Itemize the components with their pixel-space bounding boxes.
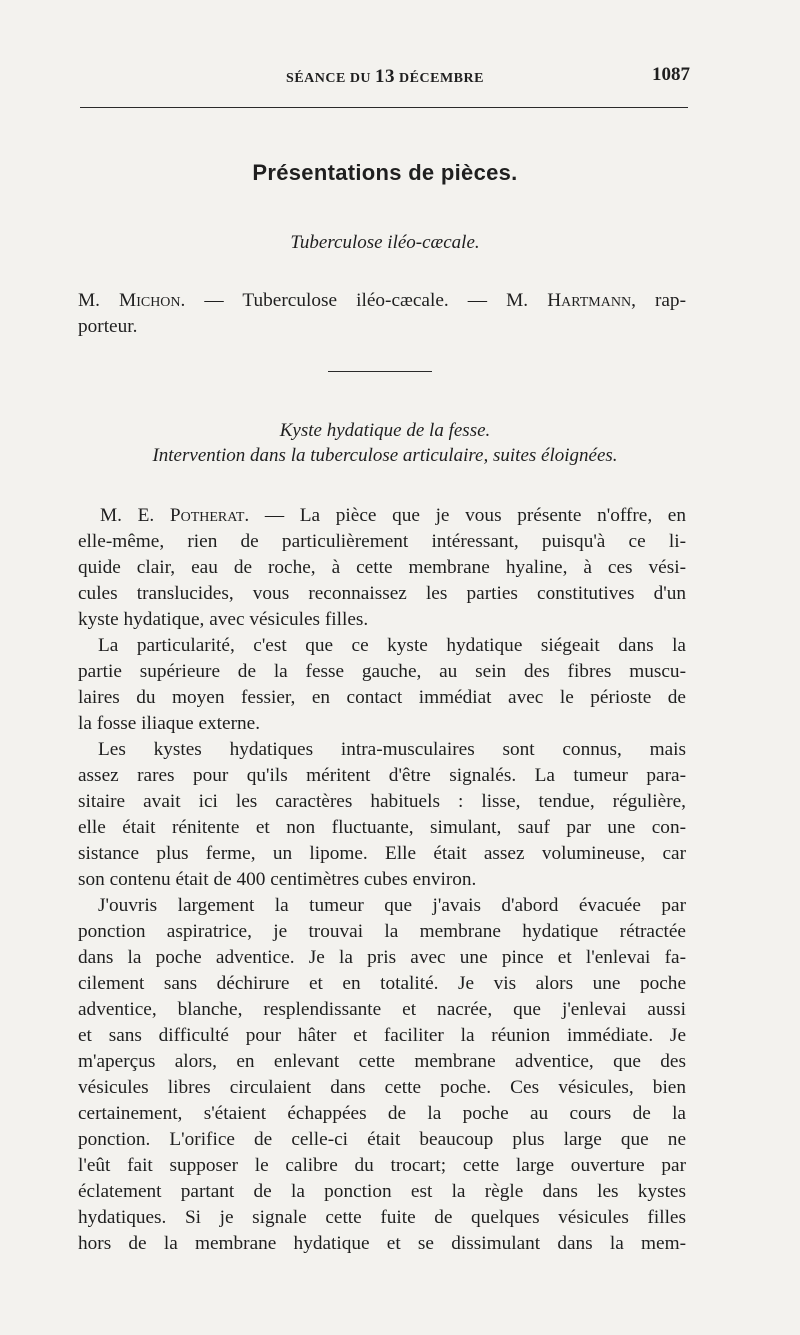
text-line: dans la poche adventice. Je la pris avec une pince et l'enlevai fa- (78, 947, 686, 968)
text-line: l'eût fait supposer le calibre du trocart; cette large ouverture par (78, 1155, 686, 1176)
text-line: hors de la membrane hydatique et se dissimulant dans la mem- (78, 1233, 686, 1254)
text-line: Les kystes hydatiques intra-musculaires sont connus, mais (98, 739, 686, 760)
article-body (78, 503, 686, 1257)
running-title: SÉANCE DU 13 DÉCEMBRE (286, 66, 484, 87)
text-line: éclatement partant de la ponction est la règle dans les kystes (78, 1181, 686, 1202)
text-line: kyste hydatique, avec vésicules filles. (78, 609, 369, 630)
text-line: hydatiques. Si je signale cette fuite de quelques vésicules filles (78, 1207, 686, 1228)
text-line: adventice, blanche, resplendissante et nacrée, que j'enlevai aussi (78, 999, 686, 1020)
text-line: cules translucides, vous reconnaissez les parties constitutives d'un (78, 583, 686, 604)
separator-rule (328, 371, 432, 372)
section-title: Présentations de pièces. (252, 160, 518, 185)
text-line: son contenu était de 400 centimètres cubes environ. (78, 869, 477, 890)
text-line: partie supérieure de la fesse gauche, au sein des fibres muscu- (78, 661, 686, 682)
text-line: M. Michon. — Tuberculose iléo-cæcale. — M. Hartmann, rap- (78, 290, 686, 311)
text-line: La particularité, c'est que ce kyste hydatique siégeait dans la (98, 635, 686, 656)
text-line: porteur. (78, 316, 138, 337)
text-line: assez rares pour qu'ils méritent d'être signalés. La tumeur para- (78, 765, 686, 786)
text-line: M. E. Potherat. — La pièce que je vous présente n'offre, en (100, 505, 687, 526)
text-line: J'ouvris largement la tumeur que j'avais d'abord évacuée par (98, 895, 686, 916)
text-line: certainement, s'étaient échappées de la poche au cours de la (78, 1103, 686, 1124)
author-name: Michon (119, 290, 181, 311)
text-line: vésicules libres circulaient dans cette poche. Ces vésicules, bien (78, 1077, 686, 1098)
page-header (80, 66, 690, 90)
article-title: Tuberculose iléo-cæcale. (290, 232, 480, 253)
text-line: sitaire avait ici les caractères habituels : lisse, tendue, régulière, (78, 791, 686, 812)
text-line: ponction. L'orifice de celle-ci était beaucoup plus large que ne (78, 1129, 686, 1150)
page-number: 1087 (652, 64, 690, 85)
text-line: quide clair, eau de roche, à cette membrane hyaline, à ces vési- (78, 557, 686, 578)
text-line: ponction aspiratrice, je trouvai la membrane hydatique rétractée (78, 921, 686, 942)
author-name: Potherat (169, 505, 245, 526)
article-body (78, 288, 686, 340)
rapporteur-name: Hartmann (547, 290, 632, 311)
article-title: Kyste hydatique de la fesse. (279, 420, 491, 441)
text-line: elle-même, rien de particulièrement intéressant, puisqu'à ce li- (78, 531, 686, 552)
text-line: cilement sans déchirure et en totalité. Je vis alors une poche (78, 973, 686, 994)
text-line: elle était rénitente et non fluctuante, simulant, sauf par une con- (78, 817, 686, 838)
text-line: m'aperçus alors, en enlevant cette membrane adventice, que des (78, 1051, 686, 1072)
article-subtitle: Intervention dans la tuberculose articulaire, suites éloignées. (152, 445, 618, 466)
text-line: et sans difficulté pour hâter et faciliter la réunion immédiate. Je (78, 1025, 686, 1046)
text-line: sistance plus ferme, un lipome. Elle était assez volumineuse, car (78, 843, 686, 864)
text-line: laires du moyen fessier, en contact immédiat avec le périoste de (78, 687, 686, 708)
header-rule (80, 107, 688, 108)
text-line: la fosse iliaque externe. (78, 713, 261, 734)
